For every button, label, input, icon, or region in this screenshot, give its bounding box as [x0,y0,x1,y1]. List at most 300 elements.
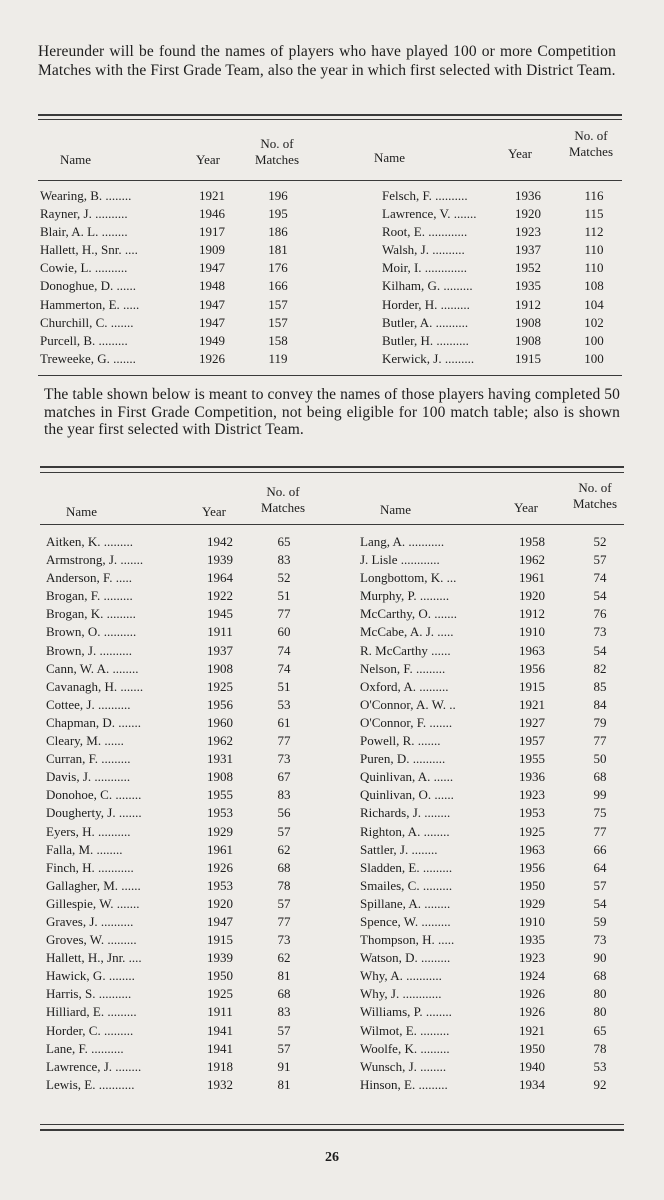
left-matches-cell: 68 [277,859,291,875]
table1-header-matches-right [560,128,622,160]
right-matches-cell: 57 [593,552,607,568]
right-matches-cell: 66 [593,841,607,857]
table1-rows [38,188,622,369]
left-matches-cell: 57 [277,895,291,911]
left-matches-cell: 73 [277,932,291,948]
left-name-cell: Brogan, K. ......... [46,606,136,622]
left-name-cell: Lane, F. .......... [46,1040,124,1056]
intro-paragraph: Hereunder will be found the names of players who have played 100 or more Competition Matches with the First Grade Team, also the year in which first selected with District Team. [38,43,616,79]
table-row [40,914,624,932]
left-name-cell: Cann, W. A. ........ [46,660,139,676]
left-year-cell: 1921 [199,188,225,203]
right-name-cell: Spence, W. ......... [360,913,451,929]
right-matches-cell: 50 [593,751,607,767]
table-row [38,224,622,242]
left-name-cell: Gallagher, M. ...... [46,877,141,893]
right-year-cell: 1921 [519,696,545,712]
left-matches-cell: 73 [277,751,291,767]
table2-bottom-rule [40,1124,624,1125]
left-matches-cell: 119 [268,350,288,366]
left-name-cell: Gillespie, W. ....... [46,895,140,911]
left-name-cell: Chapman, D. ....... [46,714,141,730]
right-year-cell: 1950 [519,877,545,893]
right-name-cell: Lawrence, V. ....... [382,206,477,222]
left-year-cell: 1962 [207,733,233,749]
right-matches-cell: 73 [593,624,607,640]
table-row [40,968,624,986]
right-year-cell: 1956 [519,660,545,676]
table-row [40,624,624,642]
left-name-cell: Groves, W. ......... [46,932,137,948]
table-row [38,333,622,351]
table2-header-year-left: Year [202,504,226,519]
table1-header-matches-line2-left: Matches [254,152,300,167]
left-matches-cell: 74 [277,660,291,676]
right-matches-cell: 108 [584,278,604,294]
left-name-cell: Curran, F. ......... [46,751,131,767]
left-year-cell: 1955 [207,787,233,803]
right-matches-cell: 54 [593,588,607,604]
left-matches-cell: 157 [268,296,288,312]
left-matches-cell: 57 [277,1040,291,1056]
table1-header-matches-line1-right: No. of [574,128,608,143]
left-year-cell: 1942 [207,534,233,549]
table-row [38,351,622,369]
right-name-cell: Butler, H. .......... [382,332,469,348]
left-year-cell: 1939 [207,552,233,568]
second-intro-paragraph: The table shown below is meant to convey the names of those players having completed 50 matches in First Grade Competition, not being eligible for 100 match table; also is shown the year first selected with District Team. [44,386,620,438]
right-name-cell: Sladden, E. ......... [360,859,453,875]
left-matches-cell: 77 [277,606,291,622]
left-matches-cell: 176 [268,260,288,276]
left-year-cell: 1918 [207,1058,233,1074]
table2-header-matches-line2-right: Matches [572,496,618,511]
left-name-cell: Cowie, L. .......... [40,260,128,276]
left-matches-cell: 65 [277,534,291,549]
left-name-cell: Churchill, C. ....... [40,314,134,330]
left-matches-cell: 83 [277,552,291,568]
right-year-cell: 1923 [515,224,541,240]
left-year-cell: 1949 [199,332,225,348]
left-matches-cell: 81 [277,968,291,984]
right-year-cell: 1915 [519,678,545,694]
right-matches-cell: 53 [593,1058,607,1074]
right-matches-cell: 78 [593,1040,607,1056]
table-row [40,1004,624,1022]
left-name-cell: Rayner, J. .......... [40,206,128,222]
right-year-cell: 1908 [515,332,541,348]
right-name-cell: Moir, I. ............. [382,260,468,276]
table-row [40,860,624,878]
table1-bottom-rule [38,375,622,376]
left-year-cell: 1911 [207,1004,233,1020]
right-matches-cell: 112 [584,224,604,240]
left-name-cell: Purcell, B. ......... [40,332,128,348]
left-year-cell: 1956 [207,696,233,712]
left-name-cell: Hammerton, E. ..... [40,296,140,312]
left-year-cell: 1909 [199,242,225,258]
left-name-cell: Brogan, F. ......... [46,588,133,604]
table2-rows [40,534,624,1095]
right-matches-cell: 99 [593,787,607,803]
table1-top-rule [38,114,622,116]
left-name-cell: Cavanagh, H. ....... [46,678,144,694]
table-row [40,733,624,751]
left-matches-cell: 157 [268,314,288,330]
right-name-cell: Root, E. ............ [382,224,468,240]
right-year-cell: 1936 [515,188,541,203]
left-name-cell: Hallett, H., Snr. .... [40,242,138,258]
right-name-cell: Quinlivan, O. ...... [360,787,454,803]
right-matches-cell: 52 [593,534,607,549]
right-name-cell: Longbottom, K. ... [360,570,457,586]
left-matches-cell: 60 [277,624,291,640]
right-year-cell: 1937 [515,242,541,258]
table2-header-name-left: Name [66,504,98,519]
left-matches-cell: 52 [277,570,291,586]
left-year-cell: 1964 [207,570,233,586]
right-name-cell: Sattler, J. ........ [360,841,438,857]
right-year-cell: 1927 [519,714,545,730]
right-year-cell: 1923 [519,950,545,966]
table-row [40,715,624,733]
left-name-cell: Anderson, F. ..... [46,570,132,586]
left-matches-cell: 81 [277,1076,291,1092]
right-year-cell: 1921 [519,1022,545,1038]
table-row [40,1023,624,1041]
left-matches-cell: 56 [277,805,291,821]
left-name-cell: Wearing, B. ........ [40,188,132,203]
right-year-cell: 1963 [519,642,545,658]
left-year-cell: 1932 [207,1076,233,1092]
right-matches-cell: 92 [593,1076,607,1092]
left-matches-cell: 181 [268,242,288,258]
table-row [40,824,624,842]
left-matches-cell: 62 [277,841,291,857]
right-matches-cell: 80 [593,986,607,1002]
table-row [40,950,624,968]
table2-header-matches-line2-left: Matches [260,500,306,515]
left-name-cell: Armstrong, J. ....... [46,552,144,568]
left-year-cell: 1911 [207,624,233,640]
left-name-cell: Davis, J. ........... [46,769,131,785]
left-year-cell: 1948 [199,278,225,294]
left-year-cell: 1937 [207,642,233,658]
right-name-cell: Richards, J. ........ [360,805,451,821]
left-year-cell: 1947 [199,314,225,330]
left-matches-cell: 57 [277,1022,291,1038]
right-matches-cell: 80 [593,1004,607,1020]
right-matches-cell: 54 [593,642,607,658]
table1-header-rule [38,180,622,181]
left-matches-cell: 166 [268,278,288,294]
left-matches-cell: 51 [277,678,291,694]
right-year-cell: 1920 [519,588,545,604]
table-row [40,896,624,914]
left-name-cell: Aitken, K. ......... [46,534,134,549]
table-row [38,188,622,206]
left-name-cell: Graves, J. .......... [46,913,134,929]
table2-header-matches-line1-left: No. of [266,484,300,499]
right-year-cell: 1962 [519,552,545,568]
right-name-cell: Walsh, J. .......... [382,242,465,258]
right-year-cell: 1926 [519,986,545,1002]
left-year-cell: 1939 [207,950,233,966]
left-matches-cell: 186 [268,224,288,240]
table-row [40,606,624,624]
right-name-cell: Righton, A. ........ [360,823,450,839]
right-year-cell: 1926 [519,1004,545,1020]
table-row [40,1041,624,1059]
right-year-cell: 1952 [515,260,541,276]
right-year-cell: 1912 [519,606,545,622]
right-year-cell: 1961 [519,570,545,586]
right-matches-cell: 84 [593,696,607,712]
table-row [38,278,622,296]
left-name-cell: Cottee, J. .......... [46,696,131,712]
right-name-cell: Why, A. ........... [360,968,442,984]
left-matches-cell: 68 [277,986,291,1002]
right-matches-cell: 54 [593,895,607,911]
right-name-cell: Williams, P. ........ [360,1004,452,1020]
left-year-cell: 1908 [207,769,233,785]
left-matches-cell: 83 [277,787,291,803]
right-name-cell: Smailes, C. ......... [360,877,453,893]
left-matches-cell: 195 [268,206,288,222]
right-matches-cell: 68 [593,769,607,785]
left-year-cell: 1950 [207,968,233,984]
right-year-cell: 1935 [519,932,545,948]
table1-header-year-right: Year [508,146,532,161]
table-row [38,315,622,333]
left-matches-cell: 67 [277,769,291,785]
left-year-cell: 1953 [207,877,233,893]
right-matches-cell: 102 [584,314,604,330]
right-matches-cell: 59 [593,913,607,929]
table2-header-matches-line1-right: No. of [578,480,612,495]
left-year-cell: 1947 [199,260,225,276]
right-name-cell: Why, J. ............ [360,986,442,1002]
left-name-cell: Blair, A. L. ........ [40,224,128,240]
right-matches-cell: 100 [584,350,604,366]
right-year-cell: 1936 [519,769,545,785]
table-row [40,769,624,787]
left-matches-cell: 196 [268,188,288,203]
left-name-cell: Lawrence, J. ........ [46,1058,142,1074]
right-year-cell: 1912 [515,296,541,312]
left-year-cell: 1945 [207,606,233,622]
table2-header-matches-right [564,480,626,512]
left-year-cell: 1915 [207,932,233,948]
left-year-cell: 1941 [207,1040,233,1056]
right-matches-cell: 76 [593,606,607,622]
table-row [38,242,622,260]
left-year-cell: 1961 [207,841,233,857]
left-year-cell: 1946 [199,206,225,222]
table1-header-matches-left [246,136,308,168]
right-year-cell: 1910 [519,913,545,929]
right-name-cell: Watson, D. ......... [360,950,451,966]
table-row [38,297,622,315]
table2-header-year-right: Year [514,500,538,515]
right-name-cell: Spillane, A. ........ [360,895,451,911]
left-year-cell: 1908 [207,660,233,676]
right-matches-cell: 104 [584,296,604,312]
right-matches-cell: 100 [584,332,604,348]
left-year-cell: 1947 [199,296,225,312]
table-row [40,842,624,860]
left-year-cell: 1925 [207,678,233,694]
right-name-cell: Puren, D. .......... [360,751,446,767]
table-row [40,986,624,1004]
table-row [40,588,624,606]
left-name-cell: Finch, H. ........... [46,859,134,875]
page-number: 26 [325,1150,339,1165]
left-name-cell: Donoghue, D. ...... [40,278,137,294]
left-year-cell: 1926 [207,859,233,875]
table2-header-matches-left [252,484,314,516]
left-matches-cell: 53 [277,696,291,712]
right-year-cell: 1953 [519,805,545,821]
right-matches-cell: 64 [593,859,607,875]
left-matches-cell: 158 [268,332,288,348]
table-row [38,260,622,278]
right-year-cell: 1915 [515,350,541,366]
right-matches-cell: 73 [593,932,607,948]
left-year-cell: 1926 [199,350,225,366]
right-year-cell: 1950 [519,1040,545,1056]
left-year-cell: 1929 [207,823,233,839]
left-name-cell: Hilliard, E. ......... [46,1004,137,1020]
left-year-cell: 1947 [207,913,233,929]
left-year-cell: 1925 [207,986,233,1002]
right-name-cell: O'Connor, F. ....... [360,714,453,730]
right-matches-cell: 75 [593,805,607,821]
right-name-cell: J. Lisle ............ [360,552,440,568]
left-name-cell: Cleary, M. ...... [46,733,124,749]
left-matches-cell: 61 [277,714,291,730]
right-year-cell: 1940 [519,1058,545,1074]
left-year-cell: 1960 [207,714,233,730]
right-matches-cell: 57 [593,877,607,893]
table-row [40,643,624,661]
left-matches-cell: 74 [277,642,291,658]
right-name-cell: McCabe, A. J. ..... [360,624,454,640]
right-year-cell: 1925 [519,823,545,839]
right-year-cell: 1956 [519,859,545,875]
left-matches-cell: 77 [277,913,291,929]
right-name-cell: Woolfe, K. ......... [360,1040,450,1056]
right-year-cell: 1935 [515,278,541,294]
table1-header-name-left: Name [60,152,92,167]
left-name-cell: Harris, S. .......... [46,986,132,1002]
table-row [40,570,624,588]
left-name-cell: Dougherty, J. ....... [46,805,142,821]
left-year-cell: 1917 [199,224,225,240]
table2-bottom-rule-thick [40,1129,624,1131]
table1-header-matches-line1-left: No. of [260,136,294,151]
left-matches-cell: 51 [277,588,291,604]
right-name-cell: Kilham, G. ......... [382,278,473,294]
right-matches-cell: 68 [593,968,607,984]
right-name-cell: McCarthy, O. ....... [360,606,458,622]
right-year-cell: 1910 [519,624,545,640]
right-year-cell: 1958 [519,534,545,549]
right-year-cell: 1924 [519,968,545,984]
table-row [40,787,624,805]
right-name-cell: R. McCarthy ...... [360,642,451,658]
right-name-cell: Lang, A. ........... [360,534,445,549]
left-matches-cell: 78 [277,877,291,893]
table-row [38,206,622,224]
right-matches-cell: 77 [593,733,607,749]
table-row [40,932,624,950]
table-row [40,534,624,552]
right-year-cell: 1957 [519,733,545,749]
right-name-cell: Kerwick, J. ......... [382,350,475,366]
right-matches-cell: 74 [593,570,607,586]
table-row [40,552,624,570]
left-name-cell: Hallett, H., Jnr. .... [46,950,142,966]
right-matches-cell: 85 [593,678,607,694]
table2 [40,472,624,1132]
table2-header-name-right: Name [380,502,412,517]
table1 [38,120,622,380]
left-year-cell: 1931 [207,751,233,767]
table1-header-year-left: Year [196,152,220,167]
table-row [40,679,624,697]
right-year-cell: 1934 [519,1076,545,1092]
left-name-cell: Horder, C. ......... [46,1022,134,1038]
right-name-cell: Murphy, P. ......... [360,588,450,604]
right-matches-cell: 65 [593,1022,607,1038]
left-matches-cell: 91 [277,1058,291,1074]
right-name-cell: Butler, A. .......... [382,314,469,330]
table-row [40,805,624,823]
right-name-cell: Quinlivan, A. ...... [360,769,454,785]
right-name-cell: Wunsch, J. ........ [360,1058,447,1074]
left-name-cell: Falla, M. ........ [46,841,123,857]
right-matches-cell: 110 [584,242,604,258]
left-year-cell: 1922 [207,588,233,604]
left-name-cell: Brown, J. .......... [46,642,132,658]
right-name-cell: Oxford, A. ......... [360,678,449,694]
table2-top-rule [40,466,624,468]
left-year-cell: 1953 [207,805,233,821]
right-year-cell: 1955 [519,751,545,767]
right-name-cell: Wilmot, E. ......... [360,1022,450,1038]
right-year-cell: 1908 [515,314,541,330]
left-year-cell: 1941 [207,1022,233,1038]
left-matches-cell: 57 [277,823,291,839]
right-matches-cell: 115 [584,206,604,222]
table1-header-matches-line2-right: Matches [568,144,614,159]
right-name-cell: Thompson, H. ..... [360,932,455,948]
table-row [40,878,624,896]
table-row [40,1059,624,1077]
left-name-cell: Treweeke, G. ....... [40,350,136,366]
left-name-cell: Brown, O. .......... [46,624,137,640]
right-year-cell: 1929 [519,895,545,911]
right-name-cell: Nelson, F. ......... [360,660,446,676]
right-year-cell: 1963 [519,841,545,857]
right-name-cell: O'Connor, A. W. .. [360,696,456,712]
table-row [40,661,624,679]
table-row [40,1077,624,1095]
left-name-cell: Hawick, G. ........ [46,968,135,984]
right-year-cell: 1920 [515,206,541,222]
right-matches-cell: 82 [593,660,607,676]
